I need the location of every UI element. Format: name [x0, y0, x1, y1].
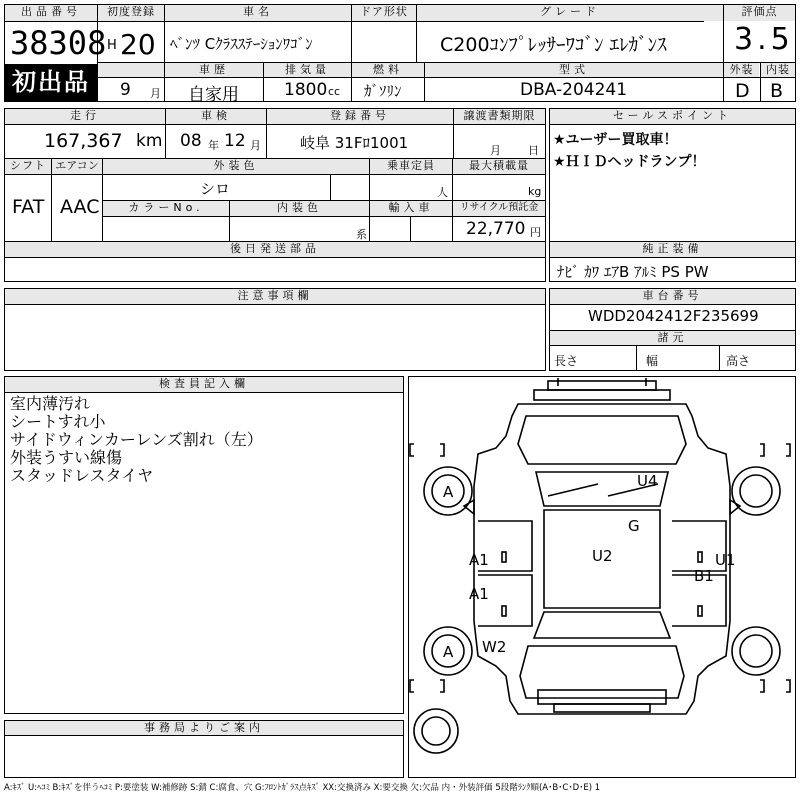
interior-color-unit: 系 — [356, 228, 367, 241]
windshield-mark: G — [628, 517, 640, 535]
inspector-note: サイドウィンカーレンズ割れ（左） — [10, 430, 263, 449]
displacement-header: 排気量 — [264, 63, 351, 77]
inspection-header: 車検 — [166, 109, 266, 124]
front-bumper — [534, 390, 670, 400]
rear-left-quarter-mark: W2 — [482, 638, 507, 656]
legend: A:ｷｽﾞ U:ﾍｺﾐ B:ｷｽﾞを伴うﾍｺﾐ P:要塗装 W:補修跡 S:錆 C:腐食、穴 G:ﾌﾛﾝﾄｶﾞﾗｽ点ｷｽﾞ XX:交換済み X:要交換 欠:欠品 内・外装評価 5段階ﾗﾝｸ順(A･B･C･D･E) 1 — [4, 783, 601, 793]
aircon: AAC — [60, 196, 100, 218]
car-diagram — [408, 376, 796, 778]
grade: C200ｺﾝﾌﾟﾚｯｻｰﾜｺﾞﾝ ｴﾚｶﾞﾝｽ — [440, 34, 667, 56]
interior-grade-header: 内装 — [761, 63, 795, 77]
score-header: 評価点 — [724, 5, 795, 21]
inspection-year: 08 — [180, 131, 202, 151]
height-label: 高さ — [726, 354, 751, 368]
new-listing-badge — [5, 64, 97, 101]
aircon-header: エアコン — [52, 159, 102, 174]
roof-mark: U2 — [592, 547, 613, 565]
month-unit: 月 — [150, 87, 161, 100]
width-label: 幅 — [646, 354, 659, 368]
selling-point: ★ＨＩＤヘッドランプ！ — [553, 154, 706, 170]
lot-number: 38308 — [10, 24, 107, 62]
model-code-header: 型式 — [425, 63, 723, 77]
shift-header: シフト — [5, 159, 51, 174]
score: 3.5 — [734, 22, 794, 57]
inspector-note: シートすれ小 — [10, 412, 106, 431]
transfer-month-unit: 月 — [490, 144, 501, 157]
displacement-unit: cc — [328, 85, 341, 98]
max-load-header: 最大積載量 — [453, 159, 545, 174]
registration-number-header: 登録番号 — [267, 109, 453, 124]
grade-header: グレード — [417, 5, 723, 21]
era-label: H — [107, 38, 117, 53]
inspection-month-unit: 月 — [250, 139, 261, 152]
front-left-door-mark: A1 — [469, 551, 489, 569]
rear-left-door-mark: A1 — [469, 585, 489, 603]
door-type-header: ドア形状 — [352, 5, 416, 21]
selling-point: ★ユーザー買取車！ — [553, 132, 678, 148]
caution-header: 注意事項欄 — [5, 289, 545, 304]
exterior-color: シロ — [200, 180, 231, 198]
registration-number: 岐阜 31Fﾛ1001 — [300, 134, 409, 152]
mileage-unit: km — [136, 131, 163, 151]
left-doors — [478, 521, 532, 626]
later-shipped-parts-header: 後日発送部品 — [5, 242, 545, 257]
inspector-note: スタッドレスタイヤ — [10, 466, 154, 485]
capacity-unit: 人 — [437, 186, 448, 199]
rear-left-tire-mark: A — [443, 643, 454, 661]
inspection-month: 12 — [224, 131, 246, 151]
model-name: ﾍﾞﾝﾂ Cｸﾗｽｽﾃｰｼｮﾝﾜｺﾞﾝ — [170, 35, 313, 53]
inspector-notes — [10, 395, 263, 485]
exterior-grade: D — [735, 80, 750, 102]
mileage-header: 走行 — [5, 109, 165, 124]
right-sill-mark: B1 — [694, 567, 714, 585]
new-listing-label: 初出品 — [12, 68, 90, 96]
interior-color-header: 内装色 — [230, 201, 369, 216]
rear-bumper — [538, 690, 666, 704]
inspection-year-unit: 年 — [208, 139, 219, 152]
displacement: 1800 — [284, 80, 328, 100]
inspector-notes-header: 検査員記入欄 — [5, 377, 403, 392]
capacity-header: 乗車定員 — [370, 159, 452, 174]
inspector-note: 外装うすい線傷 — [10, 448, 123, 467]
fuel: ｶﾞｿﾘﾝ — [364, 82, 402, 100]
color-number-header: カラーNo. — [103, 201, 229, 216]
chassis-number-header: 車台番号 — [550, 289, 795, 304]
first-registration-header: 初度登録 — [98, 5, 164, 21]
fuel-header: 燃料 — [352, 63, 424, 77]
shift: FAT — [12, 196, 45, 218]
chassis-number: WDD2042412F235699 — [588, 307, 759, 325]
registration-year: 20 — [120, 28, 156, 61]
lot-number-header: 出品番号 — [5, 5, 97, 21]
history: 自家用 — [188, 85, 239, 105]
hood-outline — [518, 416, 686, 464]
exterior-grade-header: 外装 — [724, 63, 759, 77]
front-left-tire-mark: A — [443, 483, 454, 501]
model-name-header: 車名 — [165, 5, 351, 21]
exterior-color-header: 外装色 — [103, 159, 369, 174]
import-car-header: 輸入車 — [370, 201, 452, 216]
inspector-note: 室内薄汚れ — [10, 394, 91, 413]
interior-grade: B — [770, 80, 784, 102]
transfer-deadline-header: 譲渡書類期限 — [454, 109, 545, 124]
right-door-mark: U1 — [715, 551, 736, 569]
hood-mark: U4 — [637, 472, 658, 490]
registration-month: 9 — [120, 80, 131, 100]
mileage: 167,367 — [44, 130, 123, 152]
specifications-header: 諸元 — [550, 331, 795, 345]
equipment: ﾅﾋﾞ ｶﾜ ｴｱB ｱﾙﾐ PS PW — [557, 263, 709, 281]
history-header: 車歴 — [165, 63, 263, 77]
spare-tire-icon — [414, 709, 458, 753]
office-notice-header: 事務局よりご案内 — [5, 721, 403, 735]
recycle-deposit: 22,770 — [466, 219, 526, 239]
model-code: DBA-204241 — [520, 80, 628, 100]
length-label: 長さ — [554, 354, 579, 368]
max-load-unit: kg — [528, 185, 542, 198]
equipment-header: 純正装備 — [550, 242, 795, 257]
transfer-day-unit: 日 — [528, 144, 539, 157]
recycle-deposit-unit: 円 — [530, 226, 541, 239]
recycle-deposit-header: リサイクル預託金 — [453, 201, 545, 216]
selling-points-header: セールスポイント — [550, 109, 795, 124]
